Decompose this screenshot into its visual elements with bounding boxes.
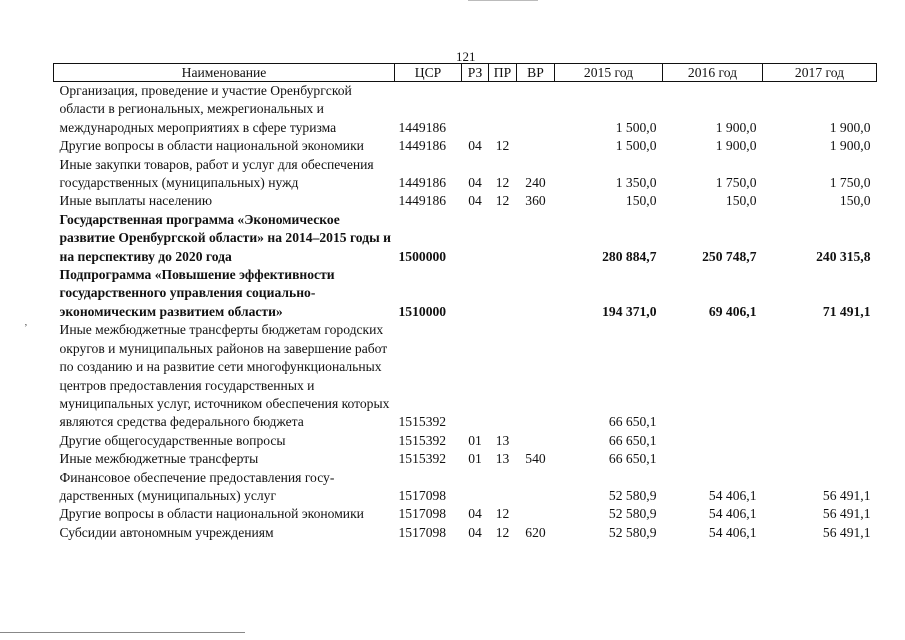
cell-rz: 04 xyxy=(468,138,482,154)
cell-csr: 1449186 xyxy=(398,175,447,191)
cell-y2017: 56 491,1 xyxy=(822,524,871,540)
cell-y2017: 1 900,0 xyxy=(829,138,871,154)
table-row xyxy=(54,156,877,193)
cell-csr: 1517098 xyxy=(398,506,447,522)
table-row xyxy=(54,524,877,542)
cell-name: Финансовое обеспечение предоставления государственных (муниципальных) услуг xyxy=(59,469,335,503)
table-row xyxy=(54,82,877,138)
cell-pr: 12 xyxy=(495,193,510,209)
table-row xyxy=(54,192,877,210)
cell-csr: 1510000 xyxy=(398,303,447,319)
cell-name: Другие вопросы в области национальной экономики xyxy=(59,138,364,154)
cell-y2015: 280 884,7 xyxy=(602,248,657,264)
cell-vr xyxy=(517,266,555,321)
cell-y2017: 240 315,8 xyxy=(816,248,871,264)
cell-y2017: 1 900,0 xyxy=(829,119,871,135)
cell-y2016: 1 900,0 xyxy=(715,119,757,135)
cell-y2016: 250 748,7 xyxy=(702,248,757,264)
cell-vr xyxy=(517,137,555,155)
cell-rz: 04 xyxy=(468,524,482,540)
table-row xyxy=(54,321,877,431)
cell-csr: 1500000 xyxy=(398,248,447,264)
cell-y2017: 1 750,0 xyxy=(829,175,871,191)
cell-y2017 xyxy=(763,432,877,450)
cell-name: Иные закупки товаров, работ и услуг для обеспечения государственных (муниципальных) нужд xyxy=(59,156,374,191)
header-name: Наименование xyxy=(54,64,395,82)
cell-y2016 xyxy=(663,432,763,450)
cell-pr: 12 xyxy=(495,524,510,540)
header-2017: 2017 год xyxy=(763,64,877,82)
cell-pr xyxy=(489,469,517,506)
cell-csr: 1449186 xyxy=(398,138,447,154)
cell-y2016: 1 900,0 xyxy=(715,138,757,154)
header-vr: ВР xyxy=(517,64,555,82)
header-pr: ПР xyxy=(489,64,517,82)
cell-vr xyxy=(517,505,555,523)
cell-csr: 1515392 xyxy=(398,414,447,430)
budget-table xyxy=(53,63,877,542)
page-number: 121 xyxy=(456,49,476,64)
cell-rz: 04 xyxy=(468,193,482,209)
cell-name: Другие вопросы в области национальной экономики xyxy=(59,506,364,522)
table-header-row xyxy=(54,64,877,82)
cell-name: Организация, проведение и участие Оренбургской области в региональных, межрегиональных и международных мероприятиях в сфере туризма xyxy=(59,83,352,135)
cell-name: Иные выплаты населению xyxy=(59,193,212,209)
cell-pr: 12 xyxy=(495,506,510,522)
cell-y2015: 66 650,1 xyxy=(608,432,657,448)
table-row xyxy=(54,450,877,468)
header-rz: РЗ xyxy=(462,64,489,82)
cell-y2015: 150,0 xyxy=(625,193,657,209)
cell-vr: 360 xyxy=(525,193,546,209)
cell-vr: 620 xyxy=(525,524,546,540)
cell-vr xyxy=(517,211,555,266)
table-row xyxy=(54,211,877,266)
cell-name: Другие общегосударственные вопросы xyxy=(59,432,286,448)
cell-pr: 12 xyxy=(495,138,510,154)
table-row xyxy=(54,266,877,321)
cell-rz xyxy=(462,321,489,431)
cell-csr: 1515392 xyxy=(398,432,447,448)
cell-y2016: 54 406,1 xyxy=(708,506,757,522)
cell-vr xyxy=(517,321,555,431)
cell-y2015: 66 650,1 xyxy=(608,451,657,467)
cell-vr: 540 xyxy=(525,451,546,467)
cell-rz: 04 xyxy=(468,175,482,191)
cell-csr: 1515392 xyxy=(398,451,447,467)
cell-pr xyxy=(489,211,517,266)
cell-y2015: 194 371,0 xyxy=(602,303,657,319)
cell-y2016: 1 750,0 xyxy=(715,175,757,191)
cell-pr xyxy=(489,82,517,138)
cell-name: Иные межбюджетные трансферты xyxy=(59,451,259,467)
table-row xyxy=(54,432,877,450)
table-body xyxy=(54,82,877,543)
cell-name: Государственная программа «Экономическое развитие Оренбургской области» на 2014–2015 годы и на перспективу до 2020 года xyxy=(59,211,391,264)
cell-y2017: 71 491,1 xyxy=(822,303,871,319)
cell-y2015: 52 580,9 xyxy=(608,506,657,522)
cell-y2015: 52 580,9 xyxy=(608,524,657,540)
cell-y2017: 56 491,1 xyxy=(822,506,871,522)
cell-y2016: 54 406,1 xyxy=(708,524,757,540)
table-row xyxy=(54,137,877,155)
cell-pr: 13 xyxy=(495,432,510,448)
cell-y2017 xyxy=(763,450,877,468)
cell-vr xyxy=(517,432,555,450)
cell-csr: 1517098 xyxy=(398,524,447,540)
cell-csr: 1449186 xyxy=(398,193,447,209)
cell-y2017: 150,0 xyxy=(839,193,871,209)
cell-y2017 xyxy=(763,321,877,431)
cell-rz xyxy=(462,469,489,506)
margin-mark: ‚ xyxy=(24,316,28,328)
cell-pr: 13 xyxy=(495,451,510,467)
table-row xyxy=(54,505,877,523)
cell-name: Субсидии автономным учреждениям xyxy=(59,524,274,540)
cell-rz: 04 xyxy=(468,506,482,522)
cell-pr xyxy=(489,266,517,321)
header-2015: 2015 год xyxy=(555,64,663,82)
cell-y2016: 54 406,1 xyxy=(708,487,757,503)
cell-name: Подпрограмма «Повышение эффективности государственного управления социально-экономическим развитием области» xyxy=(59,267,335,319)
cell-y2016: 69 406,1 xyxy=(708,303,757,319)
top-edge-line xyxy=(468,0,538,1)
bottom-edge-line xyxy=(0,632,245,633)
cell-pr xyxy=(489,321,517,431)
cell-y2016 xyxy=(663,321,763,431)
cell-vr xyxy=(517,469,555,506)
cell-csr: 1517098 xyxy=(398,487,447,503)
cell-y2015: 1 350,0 xyxy=(615,175,657,191)
header-csr: ЦСР xyxy=(395,64,462,82)
cell-vr xyxy=(517,82,555,138)
cell-y2015: 1 500,0 xyxy=(615,138,657,154)
cell-y2015: 66 650,1 xyxy=(608,414,657,430)
cell-y2015: 1 500,0 xyxy=(615,119,657,135)
cell-y2017: 56 491,1 xyxy=(822,487,871,503)
header-2016: 2016 год xyxy=(663,64,763,82)
cell-rz xyxy=(462,82,489,138)
cell-y2016: 150,0 xyxy=(725,193,757,209)
cell-name: Иные межбюджетные трансферты бюджетам городских округов и муниципальных районов на завершение работ по созданию и на развитие сети многофункциональных центров предоставления государственных и муниципальных услуг, источником обеспечения которых являются средства федерального бюджета xyxy=(59,322,390,430)
cell-pr: 12 xyxy=(495,175,510,191)
cell-rz: 01 xyxy=(468,451,482,467)
cell-rz xyxy=(462,266,489,321)
cell-y2016 xyxy=(663,450,763,468)
cell-vr: 240 xyxy=(525,175,546,191)
cell-csr: 1449186 xyxy=(398,119,447,135)
cell-rz: 01 xyxy=(468,432,482,448)
cell-rz xyxy=(462,211,489,266)
table-row xyxy=(54,469,877,506)
cell-y2015: 52 580,9 xyxy=(608,487,657,503)
